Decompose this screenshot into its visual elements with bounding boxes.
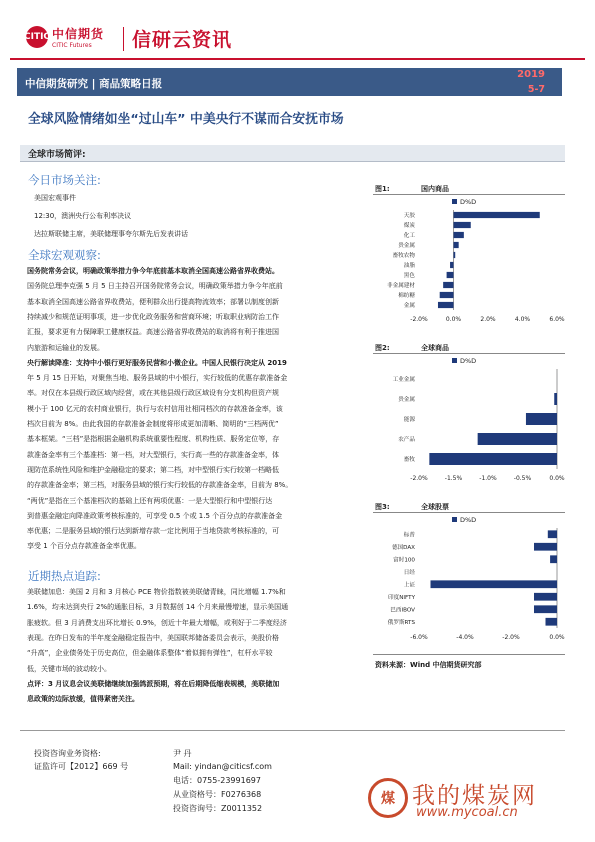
bar: [534, 543, 557, 551]
license-label: 投资咨询业务资格:: [34, 749, 101, 758]
bar: [454, 252, 456, 258]
bar: [438, 302, 454, 308]
body-text-line: 国务院总理李克强 5 月 5 日主持召开国务院常务会议，明确政策举措力争今年底前: [27, 282, 283, 291]
tick-label: -2.0%: [410, 316, 428, 323]
legend-label: D%D: [460, 357, 477, 365]
category-label: 畜牧: [403, 457, 415, 463]
body-text-line: 款准备金率有三个基准档：第一档，对大型银行，实行高一些的存款准备金率，体: [27, 450, 279, 459]
source-rule: [373, 654, 565, 655]
legend-swatch: [452, 358, 457, 363]
tick-label: -0.5%: [513, 475, 532, 482]
author-practice-id: 从业资格号：F0276368: [173, 790, 262, 799]
tick-label: -2.0%: [410, 475, 428, 482]
body-text-line: 持续减少和规范证明事项，进一步优化政务服务和营商环境；听取职业病防治工作: [27, 312, 279, 321]
category-label: 巴西IBOV: [390, 607, 415, 614]
author-phone: 电话：0755-23991697: [173, 776, 261, 785]
figure-3-label: 图3:: [375, 503, 390, 511]
bar: [454, 232, 464, 238]
category-label: 黑色: [403, 273, 415, 279]
figure-3-rule: [373, 512, 565, 513]
license-number: 证监许可【2012】669 号: [34, 762, 129, 771]
bar: [429, 453, 557, 465]
category-label: 畜牧农物: [392, 253, 415, 259]
bar: [431, 580, 558, 588]
category-label: 天胶: [403, 213, 415, 219]
tick-label: -6.0%: [410, 634, 428, 641]
data-source: 资料来源：Wind 中信期货研究部: [375, 661, 482, 669]
body-text-line: 年 5 月 15 日开始，对聚焦当地、服务县域的中小银行，实行较低的优惠存款准备金: [27, 374, 288, 383]
body-text-line: 息政策的边际放缓，值得紧密关注。: [27, 695, 139, 704]
brand-title: 信研云资讯: [132, 29, 233, 51]
bar: [534, 593, 557, 601]
category-label: 日经: [403, 569, 415, 576]
category-label: 富时100: [393, 557, 415, 564]
bar: [454, 212, 540, 218]
body-text-line: 档次目前为 8%。由此我国的存款准备金制度将形成更加清晰、简明的“三档两优”: [27, 420, 279, 428]
category-label: 金属: [403, 303, 415, 309]
body-text-line: 汇报，要求更有力保障职工健康权益。高速公路省界收费站的取消将有利于推进国: [27, 328, 279, 337]
author-email[interactable]: Mail: yindan@citicsf.com: [173, 762, 272, 771]
body-text-line: 低，关键市场的波动较小。: [27, 664, 111, 673]
body-text-line: 内旅游和运输业的发展。: [27, 343, 104, 352]
footer-rule: [20, 730, 565, 731]
header-rule: [10, 58, 585, 60]
category-label: 标普: [403, 532, 415, 539]
logo-divider: [123, 27, 124, 51]
body-text-line: 胀疲软。但 3 月消费支出环比增长 0.9%，创近十年最大增幅，或利好于二季度经济: [27, 618, 287, 627]
bar: [478, 433, 557, 445]
body-text-line: 表现。在昨日发布的半年度金融稳定报告中，美国联邦储备委员会表示，美股价格: [27, 633, 279, 642]
tick-label: -4.0%: [456, 634, 474, 641]
figure-2-title: 全球商品: [421, 344, 449, 352]
category-label: 能源: [403, 417, 415, 423]
legend-swatch: [452, 517, 457, 522]
focus-item: 12:30，澳洲央行公布利率决议: [34, 212, 132, 220]
figure-1-rule: [373, 194, 565, 195]
tick-label: 0.0%: [549, 634, 565, 641]
category-label: 上证: [403, 582, 415, 589]
bar: [443, 282, 453, 288]
report-date-year: 2019: [517, 69, 545, 80]
category-label: 俄罗斯RTS: [387, 619, 415, 626]
macro-heading: 全球宏观观察:: [28, 248, 101, 262]
bar: [548, 530, 557, 538]
section-bar-title: 全球市场简评:: [28, 150, 86, 160]
body-text-line: 1.6%，均未达到央行 2%的通胀目标，3 月数据创 14 个月来最慢增速，显示美国通: [27, 603, 289, 612]
body-text-line: 点评：3 月议息会议美联储继续加强鸽派预期，将在后期降低缩表规模，美联储加: [27, 679, 280, 688]
focus-item: 达拉斯联储主席，美联储理事夸尔斯先后发表讲话: [34, 230, 188, 238]
chart-global-commodities: [373, 355, 565, 487]
tick-label: 0.0%: [445, 316, 462, 323]
company-english-name: CITIC Futures: [52, 42, 92, 49]
today-focus-heading: 今日市场关注:: [28, 173, 101, 187]
body-text-line: 模小于 100 亿元的农村商业银行，执行与农村信用社相同档次的存款准备金率，该: [27, 404, 283, 413]
body-text-line: 国务院常务会议，明确政策举措力争今年底前基本取消全国高速公路省界收费站。: [27, 267, 279, 275]
hot-topics-heading: 近期热点追踪:: [28, 569, 101, 583]
report-category: 中信期货研究 | 商品策略日报: [25, 78, 163, 90]
tick-label: 4.0%: [514, 316, 531, 323]
author-consult-id: 投资咨询号：Z0011352: [173, 804, 263, 813]
body-text-line: 现防范系统性风险和维护金融稳定的要求；第二档，对中型银行实行较第一档略低: [27, 465, 279, 474]
category-label: 农产品: [398, 437, 415, 443]
category-label: 工业金属: [392, 377, 415, 383]
body-text-line: 美联储加息：美国 2 月和 3 月核心 PCE 物价指数被美联储青睐，同比增幅 1.7%和: [27, 588, 286, 596]
tick-label: -1.5%: [444, 475, 463, 482]
watermark-name: 我的煤炭网: [412, 783, 537, 809]
bar: [447, 272, 454, 278]
category-label: 煤炭: [403, 223, 415, 229]
figure-3-title: 全球股票: [421, 503, 449, 511]
author-name: 尹 丹: [173, 749, 192, 758]
category-label: 德国DAX: [391, 544, 415, 551]
category-label: 油脂: [403, 263, 415, 269]
bar: [554, 393, 557, 405]
bar: [550, 555, 557, 563]
category-label: 贵金属: [398, 243, 415, 249]
bar: [440, 292, 454, 298]
tick-label: -1.0%: [479, 475, 497, 482]
body-text-line: 到普惠金融定向降准政策考核标准的，可享受 0.5 个或 1.5 个百分点的存款准备金: [27, 511, 283, 520]
bar: [534, 605, 557, 613]
body-text-line: 率优惠；二是服务县域的银行达到新增存款一定比例用于当地贷款考核标准的，可: [27, 527, 279, 536]
category-label: 化工: [403, 233, 415, 239]
category-label: 非金属建材: [387, 283, 415, 289]
bar: [454, 222, 471, 228]
figure-1-title: 国内商品: [421, 185, 449, 193]
body-text-line: 率。对仅在本县级行政区域内经营，或在其他县级行政区域设有分支机构但资产规: [27, 389, 279, 398]
figure-2-label: 图2:: [375, 344, 390, 352]
report-date-day: 5-7: [527, 84, 545, 95]
category-label: 贵金属: [398, 397, 415, 403]
body-text-line: 的存款准备金率；第三档，对服务县域的银行实行较低的存款准备金率，目前为 8%。: [27, 481, 293, 490]
body-text-line: 享受 1 个百分点存款准备金率优惠。: [27, 542, 141, 551]
legend-swatch: [452, 199, 457, 204]
body-text-line: 央行解读降准：支持中小银行更好服务民营和小微企业。中国人民银行决定从 2019: [27, 358, 287, 367]
watermark-logo-icon: 煤: [368, 778, 408, 818]
watermark-url: www.mycoal.cn: [416, 805, 518, 820]
figure-2-rule: [373, 353, 565, 354]
company-logo-icon: CITIC: [26, 26, 48, 48]
legend-label: D%D: [460, 516, 477, 524]
body-text-line: “升高”，企业债务处于历史高位，但金融体系整体“着似拥有弹性”，杠杆水平较: [27, 649, 273, 658]
category-label: 棉纺糖: [398, 293, 415, 299]
section-bar: [20, 145, 565, 162]
tick-label: 0.0%: [549, 475, 565, 482]
page-title: 全球风险情绪如坐“过山车” 中美央行不谋而合安抚市场: [28, 112, 344, 127]
body-text-line: “两优”是指在三个基准档次的基础上还有两项优惠：一是大型银行和中型银行达: [27, 496, 273, 505]
chart-domestic-commodities: [373, 196, 565, 328]
bar: [546, 618, 558, 626]
tick-label: 6.0%: [549, 316, 565, 323]
legend-label: D%D: [460, 198, 477, 206]
chart-global-equities: [373, 514, 565, 646]
category-label: 印度NIFTY: [388, 594, 415, 601]
bar: [450, 262, 453, 268]
bar: [526, 413, 557, 425]
body-text-line: 基本框架。“三档”是指根据金融机构系统重要性程度、机构性质、服务定位等，存: [27, 435, 280, 444]
company-name: 中信期货: [52, 27, 105, 41]
bar: [454, 242, 459, 248]
focus-item: 美国宏观事件: [34, 194, 76, 202]
tick-label: 2.0%: [480, 316, 496, 323]
figure-1-label: 图1:: [375, 185, 390, 193]
body-text-line: 基本取消全国高速公路省界收费站，便利群众出行提高物流效率；部署以制度创新: [27, 297, 279, 306]
tick-label: -2.0%: [502, 634, 520, 641]
